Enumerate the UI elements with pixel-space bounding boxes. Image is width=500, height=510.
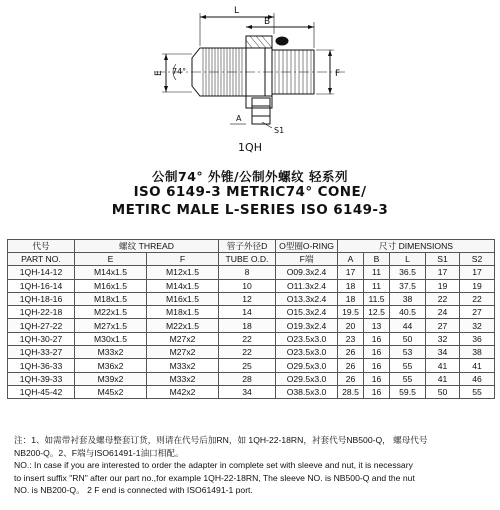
- cell-dim-s2: 41: [460, 359, 495, 372]
- header-oring-sub: F端: [276, 253, 338, 266]
- dimensions-table: [7, 239, 495, 399]
- cell-dim-s2: 46: [460, 372, 495, 385]
- cell-dim-b: 16: [364, 372, 390, 385]
- title-english-line2: METIRC MALE L-SERIES ISO 6149-3: [111, 202, 389, 218]
- cell-dim-a: 19.5: [338, 306, 364, 319]
- table-body: [8, 266, 495, 399]
- cell-dim-s2: 32: [460, 319, 495, 332]
- cell-dim-b: 16: [364, 346, 390, 359]
- cell-dim-s1: 19: [426, 279, 460, 292]
- cell-thread-f: M27x2: [147, 346, 219, 359]
- cell-tube-od: 8: [219, 266, 276, 279]
- cell-part-no: 1QH-27-22: [8, 319, 75, 332]
- cell-dim-a: 28.5: [338, 385, 364, 398]
- cell-part-no: 1QH-45-42: [8, 385, 75, 398]
- cell-thread-f: M16x1.5: [147, 292, 219, 305]
- cell-dim-l: 55: [390, 359, 426, 372]
- cell-dim-b: 13: [364, 319, 390, 332]
- cell-thread-f: M22x1.5: [147, 319, 219, 332]
- cell-thread-e: M14x1.5: [75, 266, 147, 279]
- cell-tube-od: 28: [219, 372, 276, 385]
- header-thread: 螺纹 THREAD: [75, 240, 219, 253]
- cell-thread-e: M36x2: [75, 359, 147, 372]
- cell-dim-l: 40.5: [390, 306, 426, 319]
- note-line-4: to insert suffix "RN" after our part no.,for example 1QH-22-18RN, The sleeve NO. is NB500-Q and the nut: [14, 472, 415, 483]
- dim-label-F: F: [335, 69, 341, 79]
- cell-dim-a: 20: [338, 319, 364, 332]
- cell-dim-b: 16: [364, 332, 390, 345]
- dim-label-E: E: [154, 70, 164, 76]
- table-row: [8, 346, 495, 359]
- table-row: [8, 266, 495, 279]
- cell-thread-e: M33x2: [75, 346, 147, 359]
- cell-thread-f: M12x1.5: [147, 266, 219, 279]
- cell-thread-f: M27x2: [147, 332, 219, 345]
- cell-dim-l: 36.5: [390, 266, 426, 279]
- cell-thread-f: M18x1.5: [147, 306, 219, 319]
- cell-o-ring: O09.3x2.4: [276, 266, 338, 279]
- header-part-en: PART NO.: [8, 253, 75, 266]
- table-subheader-row: [8, 253, 495, 266]
- cell-o-ring: O13.3x2.4: [276, 292, 338, 305]
- cell-dim-s2: 19: [460, 279, 495, 292]
- cell-dim-b: 16: [364, 359, 390, 372]
- cell-thread-f: M33x2: [147, 359, 219, 372]
- cell-thread-e: M45x2: [75, 385, 147, 398]
- cell-dim-s2: 27: [460, 306, 495, 319]
- cell-o-ring: O29.5x3.0: [276, 359, 338, 372]
- header-oring: O型圈O-RING: [276, 240, 338, 253]
- cell-dim-s1: 22: [426, 292, 460, 305]
- cell-o-ring: O38.5x3.0: [276, 385, 338, 398]
- cell-part-no: 1QH-14-12: [8, 266, 75, 279]
- cell-thread-e: M39x2: [75, 372, 147, 385]
- cell-tube-od: 22: [219, 346, 276, 359]
- cell-dim-s1: 50: [426, 385, 460, 398]
- cell-dim-l: 37.5: [390, 279, 426, 292]
- header-S2: S2: [460, 253, 495, 266]
- cell-o-ring: O29.5x3.0: [276, 372, 338, 385]
- cell-dim-s1: 41: [426, 372, 460, 385]
- header-E: E: [75, 253, 147, 266]
- note-line-2: NB200-Q。2、F端与ISO61491-1油口相配。: [14, 447, 184, 458]
- cell-thread-f: M42x2: [147, 385, 219, 398]
- cell-dim-a: 17: [338, 266, 364, 279]
- header-tube-cn: 管子外径D: [219, 240, 276, 253]
- dim-label-L: L: [234, 6, 240, 16]
- cell-dim-s2: 55: [460, 385, 495, 398]
- note-line-1: 注：1、如需带衬套及螺母整套订货，则请在代号后加RN，如 1QH-22-18RN，衬套代号NB500-Q， 螺母代号: [14, 435, 428, 445]
- cell-tube-od: 34: [219, 385, 276, 398]
- cell-dim-s2: 22: [460, 292, 495, 305]
- cell-o-ring: O23.5x3.0: [276, 332, 338, 345]
- header-F: F: [147, 253, 219, 266]
- cell-tube-od: 18: [219, 319, 276, 332]
- cell-dim-l: 38: [390, 292, 426, 305]
- cell-dim-b: 11: [364, 279, 390, 292]
- cell-dim-s1: 27: [426, 319, 460, 332]
- cell-thread-e: M22x1.5: [75, 306, 147, 319]
- cell-dim-b: 11: [364, 266, 390, 279]
- cell-dim-b: 16: [364, 385, 390, 398]
- table-row: [8, 306, 495, 319]
- cell-dim-s1: 41: [426, 359, 460, 372]
- cell-part-no: 1QH-30-27: [8, 332, 75, 345]
- cell-thread-f: M33x2: [147, 372, 219, 385]
- cell-dim-l: 55: [390, 372, 426, 385]
- note-line-3: NO.: In case if you are interested to order the adapter in complete set with sleeve and nut, it is necessary: [14, 460, 413, 471]
- dim-label-S1: S1: [274, 126, 285, 135]
- title-chinese: 公制74° 外锥/公制外螺纹 轻系列: [152, 169, 348, 184]
- cell-dim-a: 26: [338, 359, 364, 372]
- cell-o-ring: O23.5x3.0: [276, 346, 338, 359]
- cell-dim-l: 44: [390, 319, 426, 332]
- cell-dim-b: 11.5: [364, 292, 390, 305]
- cell-dim-a: 26: [338, 372, 364, 385]
- part-code-label: 1QH: [238, 141, 262, 154]
- header-tube-en: TUBE O.D.: [219, 253, 276, 266]
- cell-tube-od: 14: [219, 306, 276, 319]
- note-line-5: NO. is NB200-Q。 2 F end is connected with ISO61491-1 port.: [14, 485, 253, 496]
- cell-part-no: 1QH-33-27: [8, 346, 75, 359]
- table-row: [8, 385, 495, 398]
- cell-o-ring: O11.3x2.4: [276, 279, 338, 292]
- cell-dim-a: 26: [338, 346, 364, 359]
- cell-part-no: 1QH-16-14: [8, 279, 75, 292]
- cell-part-no: 1QH-39-33: [8, 372, 75, 385]
- table-row: [8, 332, 495, 345]
- cell-thread-e: M30x1.5: [75, 332, 147, 345]
- table-header-row: [8, 240, 495, 253]
- cell-thread-f: M14x1.5: [147, 279, 219, 292]
- angle-label: 74°: [172, 67, 187, 76]
- header-A: A: [338, 253, 364, 266]
- cell-o-ring: O19.3x2.4: [276, 319, 338, 332]
- table-row: [8, 319, 495, 332]
- cell-thread-e: M27x1.5: [75, 319, 147, 332]
- header-B: B: [364, 253, 390, 266]
- header-dimensions: 尺寸 DIMENSIONS: [338, 240, 495, 253]
- cell-part-no: 1QH-18-16: [8, 292, 75, 305]
- cell-part-no: 1QH-36-33: [8, 359, 75, 372]
- cell-dim-a: 18: [338, 279, 364, 292]
- cell-dim-a: 23: [338, 332, 364, 345]
- header-part-cn: 代号: [8, 240, 75, 253]
- cell-tube-od: 10: [219, 279, 276, 292]
- cell-tube-od: 22: [219, 332, 276, 345]
- cell-dim-s1: 17: [426, 266, 460, 279]
- cell-part-no: 1QH-22-18: [8, 306, 75, 319]
- cell-thread-e: M16x1.5: [75, 279, 147, 292]
- cell-dim-s2: 38: [460, 346, 495, 359]
- cell-dim-l: 59.5: [390, 385, 426, 398]
- dim-label-B: B: [264, 17, 271, 27]
- notes-section: [14, 434, 490, 497]
- table-row: [8, 279, 495, 292]
- cell-dim-s1: 24: [426, 306, 460, 319]
- cell-dim-l: 50: [390, 332, 426, 345]
- cell-tube-od: 12: [219, 292, 276, 305]
- cell-tube-od: 25: [219, 359, 276, 372]
- table-row: [8, 372, 495, 385]
- cell-dim-b: 12.5: [364, 306, 390, 319]
- cell-dim-s1: 32: [426, 332, 460, 345]
- cell-dim-l: 53: [390, 346, 426, 359]
- cell-o-ring: O15.3x2.4: [276, 306, 338, 319]
- title-english-line1: ISO 6149-3 METRIC74° CONE/: [133, 184, 367, 200]
- cell-thread-e: M18x1.5: [75, 292, 147, 305]
- cell-dim-s2: 36: [460, 332, 495, 345]
- header-L: L: [390, 253, 426, 266]
- dim-label-A: A: [236, 114, 242, 123]
- table-row: [8, 292, 495, 305]
- header-S1: S1: [426, 253, 460, 266]
- cell-dim-s1: 34: [426, 346, 460, 359]
- table-row: [8, 359, 495, 372]
- cell-dim-a: 18: [338, 292, 364, 305]
- cell-dim-s2: 17: [460, 266, 495, 279]
